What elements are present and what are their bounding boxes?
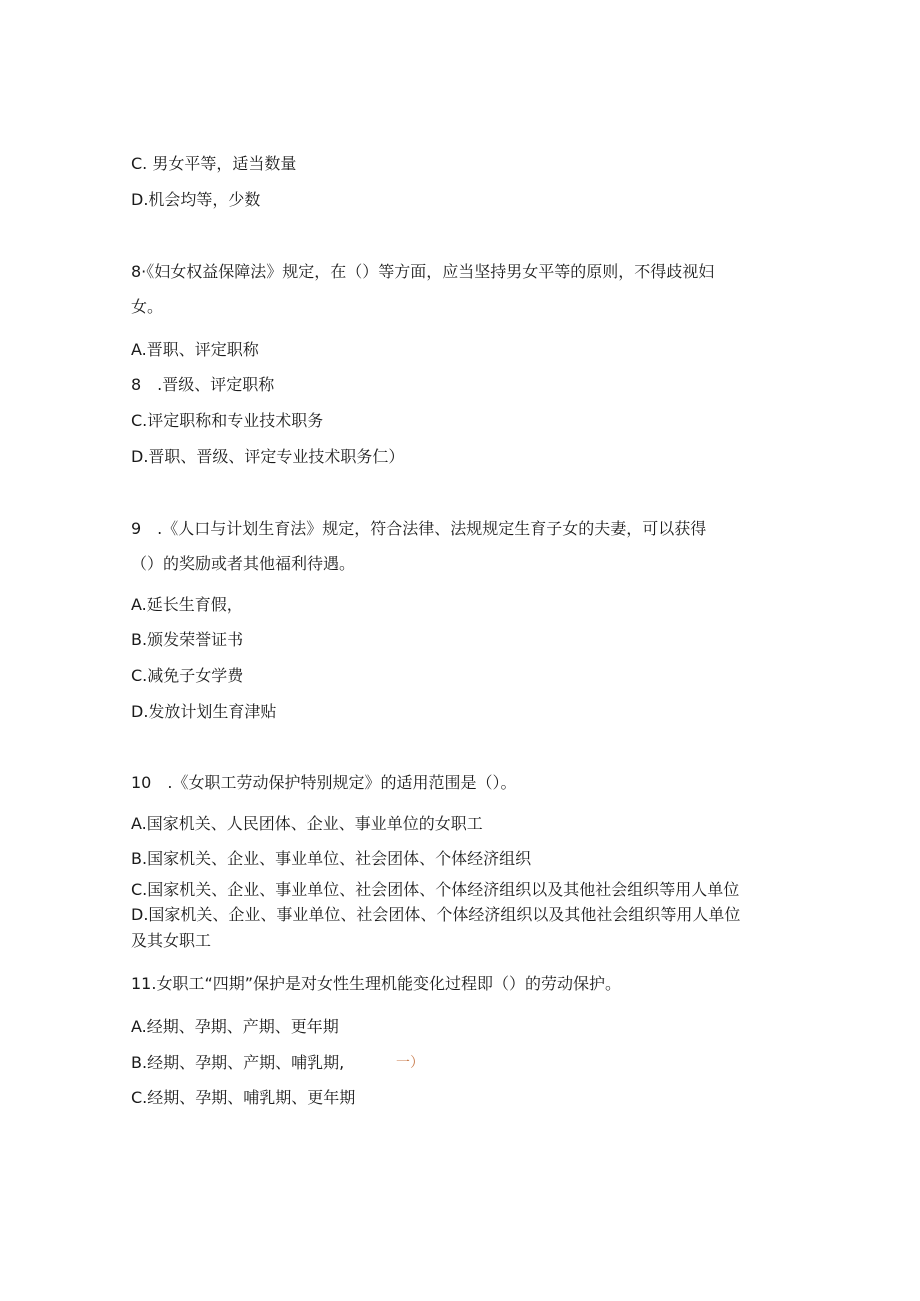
question-9-line-1: 9 .《人口与计划生育法》规定，符合法律、法规规定生育子女的夫妻，可以获得 [131, 519, 707, 538]
option-10b: B.国家机关、企业、事业单位、社会团体、个体经济组织 [131, 849, 532, 868]
option-9b: B.颁发荣誉证书 [131, 630, 244, 649]
option-7d: D.机会均等，少数 [131, 190, 261, 209]
option-10d-line-2: 及其女职工 [131, 931, 212, 950]
option-8d: D.晋职、晋级、评定专业技术职务仁） [131, 447, 405, 466]
option-11b: B.经期、孕期、产期、哺乳期, [131, 1053, 345, 1072]
question-11: 11.女职工“四期”保护是对女性生理机能变化过程即（）的劳动保护。 [131, 974, 622, 993]
option-11a: A.经期、孕期、产期、更年期 [131, 1017, 339, 1036]
option-10a: A.国家机关、人民团体、企业、事业单位的女职工 [131, 814, 483, 833]
handwritten-annotation: 一） [396, 1055, 424, 1071]
option-8b: 8 .晋级、评定职称 [131, 375, 275, 394]
option-10c: C.国家机关、企业、事业单位、社会团体、个体经济组织以及其他社会组织等用人单位 [131, 880, 740, 899]
option-9a: A.延长生育假， [131, 595, 243, 614]
option-10d-line-1: D.国家机关、企业、事业单位、社会团体、个体经济组织以及其他社会组织等用人单位 [131, 905, 741, 924]
option-8c: C.评定职称和专业技术职务 [131, 411, 324, 430]
option-8a: A.晋职、评定职称 [131, 340, 259, 359]
question-8-line-2: 女。 [131, 297, 164, 316]
question-10: 10 .《女职工劳动保护特别规定》的适用范围是（）。 [131, 773, 517, 792]
option-7c: C. 男女平等，适当数量 [131, 154, 297, 173]
option-9c: C.减免子女学费 [131, 666, 244, 685]
option-11c: C.经期、孕期、哺乳期、更年期 [131, 1088, 356, 1107]
question-9-line-2: （）的奖励或者其他福利待遇。 [131, 554, 356, 573]
option-9d: D.发放计划生育津贴 [131, 702, 277, 721]
question-8-line-1: 8·《妇女权益保障法》规定，在（）等方面，应当坚持男女平等的原则，不得歧视妇 [131, 262, 715, 281]
